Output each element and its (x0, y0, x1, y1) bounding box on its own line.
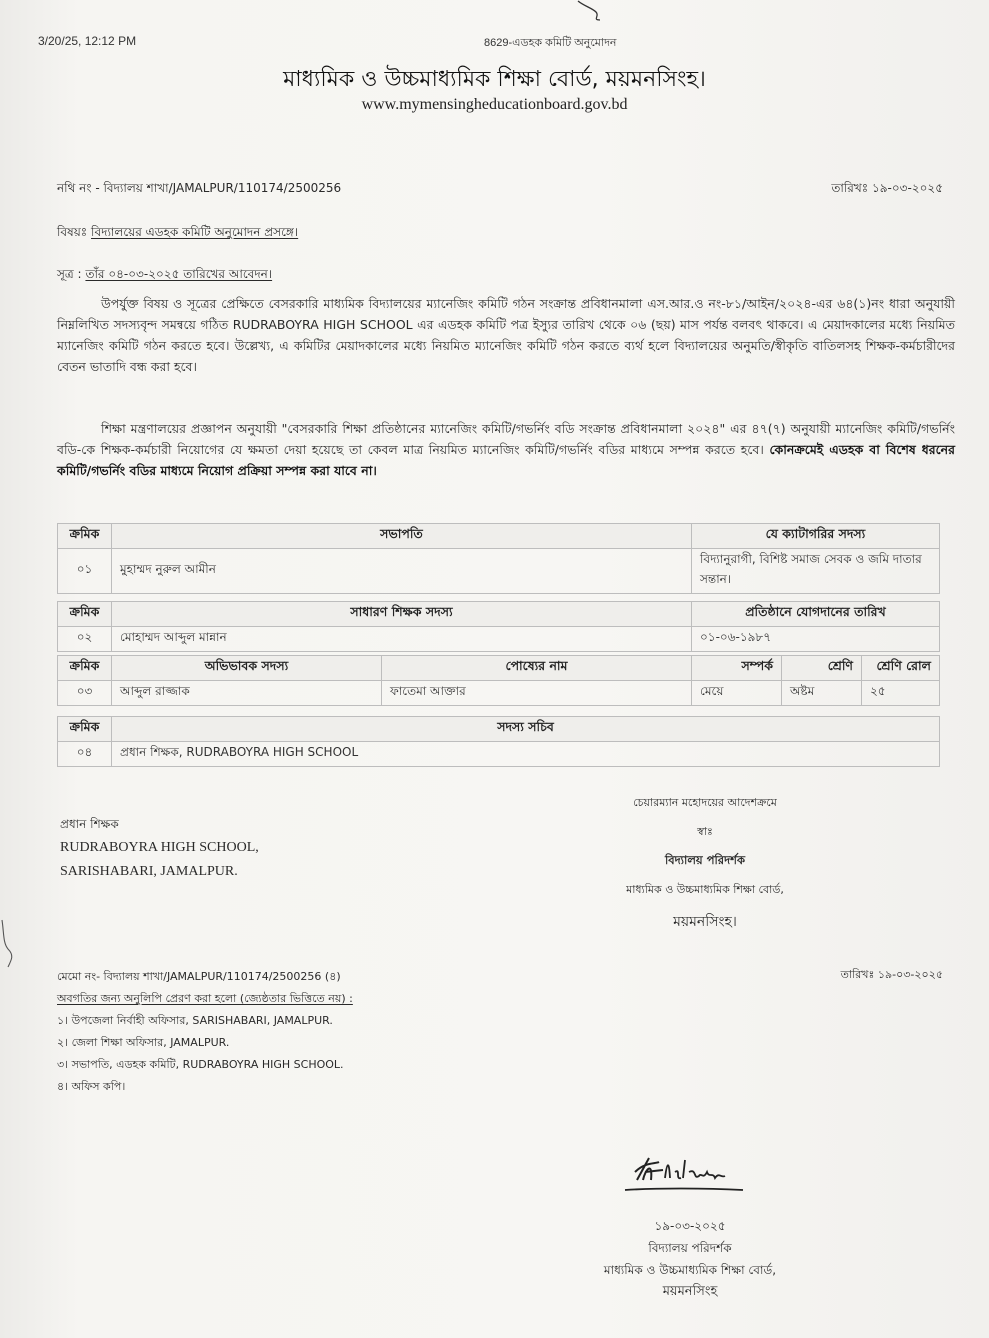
table-row (58, 627, 940, 652)
cell-relation: মেয়ে (692, 681, 782, 706)
header-secretary: সদস্য সচিব (112, 717, 940, 742)
recipient-item: ৪। অফিস কপি। (57, 1080, 126, 1093)
cell-name: মুহাম্মদ নুরুল আমীন (112, 549, 692, 594)
cell-serial: ০৪ (58, 742, 112, 767)
president-table (57, 523, 940, 594)
cell-guardian-name: আব্দুল রাজ্জাক (112, 681, 382, 706)
addressee-school: RUDRABOYRA HIGH SCHOOL, (60, 840, 259, 855)
memo-number: মেমো নং- বিদ্যালয় শাখা/JAMALPUR/110174/2500256 (৪) (57, 970, 341, 983)
cell-join-date: ০১-০৬-১৯৮৭ (692, 627, 940, 652)
table-header-row (58, 524, 940, 549)
cell-serial: ০২ (58, 627, 112, 652)
source-line (57, 266, 272, 286)
cell-secretary: প্রধান শিক্ষক, RUDRABOYRA HIGH SCHOOL (112, 742, 940, 767)
paragraph-2-bold-warning: কোনক্রমেই এডহক বা বিশেষ ধরনের কমিটি/গভর্নিং বডির মাধ্যমে নিয়োগ প্রক্রিয়া সম্পন্ন করা যাবে না। (57, 442, 955, 478)
header-roll: শ্রেণি রোল (862, 656, 940, 681)
paragraph-2-text: শিক্ষা মন্ত্রণালয়ের প্রজ্ঞাপন অনুযায়ী "বেসরকারি শিক্ষা প্রতিষ্ঠানের ম্যানেজিং কমিটি/গভর্নিং বডি সংক্রান্ত প্রবিধানমালা ২০২৪" এর ৪৭(৭) অনুযায়ী ম্যানেজিং কমিটি/গভর্নিং বডি-কে শিক্ষক-কর্মচারী নিয়োগের যে ক্ষমতা দেয়া হয়েছে তা কেবল মাত্র নিয়মিত ম্যানেজিং কমিটি/গভর্নিং বডির মাধ্যমে সম্পন্ন করতে হবে। (57, 421, 955, 457)
subject-line (57, 224, 298, 244)
subject-label: বিষয়ঃ (57, 225, 88, 239)
header-class: শ্রেণি (782, 656, 862, 681)
print-title: 8629-এডহক কমিটি অনুমোদন (484, 37, 617, 49)
signed-mark: স্বাঃ (697, 825, 713, 838)
recipient-item: ৩। সভাপতি, এডহক কমিটি, RUDRABOYRA HIGH SCHOOL. (57, 1058, 344, 1071)
header-ward-name: পোষ্যের নাম (382, 656, 692, 681)
recipient-item: ১। উপজেলা নির্বাহী অফিসার, SARISHABARI, JAMALPUR. (57, 1014, 333, 1027)
pen-mark-left (0, 915, 20, 975)
handwritten-signature (615, 1150, 765, 1198)
copy-note: অবগতির জন্য অনুলিপি প্রেরণ করা হলো (জ্যেষ্ঠতার ভিত্তিতে নয়) : (57, 992, 353, 1005)
signatory-block (560, 794, 850, 944)
recipient-item: ২। জেলা শিক্ষা অফিসার, JAMALPUR. (57, 1036, 230, 1049)
letter-date: তারিখঃ ১৯-০৩-২০২৫ (831, 181, 943, 195)
cell-serial: ০৩ (58, 681, 112, 706)
source-label: সূত্র : (57, 267, 82, 281)
table-header-row (58, 656, 940, 681)
cell-class: অষ্টম (782, 681, 862, 706)
addressee-location: SARISHABARI, JAMALPUR. (60, 864, 238, 879)
header-relation: সম্পর্ক (692, 656, 782, 681)
memo-date: তারিখঃ ১৯-০৩-২০২৫ (840, 968, 943, 981)
addressee-title: প্রধান শিক্ষক (60, 817, 119, 831)
body-paragraph-2 (57, 418, 955, 481)
board-website: www.mymensingheducationboard.gov.bd (361, 96, 628, 113)
header-serial: ক্রমিক (58, 656, 112, 681)
signatory-designation: বিদ্যালয় পরিদর্শক (664, 853, 746, 867)
header-join-date: প্রতিষ্ঠানে যোগদানের তারিখ (692, 602, 940, 627)
guardian-table (57, 655, 940, 706)
table-header-row (58, 717, 940, 742)
cell-ward-name: ফাতেমা আক্তার (382, 681, 692, 706)
table-row (58, 549, 940, 594)
header-teacher: সাধারণ শিক্ষক সদস্য (112, 602, 692, 627)
pen-mark-top (570, 0, 620, 22)
subject-text: বিদ্যালয়ের এডহক কমিটি অনুমোদন প্রসঙ্গে। (91, 225, 299, 239)
header-category: যে ক্যাটাগরির সদস্য (692, 524, 940, 549)
file-number: নথি নং - বিদ্যালয় শাখা/JAMALPUR/110174/2500256 (57, 181, 342, 195)
final-date: ১৯-০৩-২০২৫ (654, 1219, 726, 1233)
final-city: ময়মনসিংহ (662, 1284, 718, 1299)
memo-block (57, 966, 353, 1098)
print-timestamp: 3/20/25, 12:12 PM (38, 34, 137, 48)
header-serial: ক্রমিক (58, 602, 112, 627)
body-paragraph-1: উপর্যুক্ত বিষয় ও সূত্রের প্রেক্ষিতে বেসরকারি মাধ্যমিক বিদ্যালয়ের ম্যানেজিং কমিটি গঠন সংক্রান্ত প্রবিধানমালা এস.আর.ও নং-৮১/আইন/২০২৪-এর ৬৪(১)নং ধারা অনুযায়ী নিম্নলিখিত সদস্যবৃন্দ সমন্বয়ে গঠিত RUDRABOYRA HIGH SCHOOL এর এডহক কমিটি পত্র ইস্যুর তারিখ থেকে ০৬ (ছয়) মাস পর্যন্ত বলবৎ থাকবে। এ মেয়াদকালের মধ্যে নিয়মিত ম্যানেজিং কমিটি গঠন করতে হবে। উল্লেখ্য, এ কমিটির মেয়াদকালের মধ্যে নিয়মিত ম্যানেজিং কমিটি গঠন করতে ব্যর্থ হলে বিদ্যালয়ের অনুমতি/স্বীকৃতি বাতিলসহ শিক্ষক-কর্মচারীদের বেতন ভাতাদি বন্ধ করা হবে। (57, 296, 955, 374)
order-line: চেয়ারম্যান মহোদয়ের আদেশক্রমে (633, 796, 777, 809)
signatory-board: মাধ্যমিক ও উচ্চমাধ্যমিক শিক্ষা বোর্ড, (626, 883, 784, 896)
header-guardian: অভিভাবক সদস্য (112, 656, 382, 681)
addressee-block (60, 812, 259, 884)
board-name: মাধ্যমিক ও উচ্চমাধ্যমিক শিক্ষা বোর্ড, ময়মনসিংহ। (283, 67, 706, 92)
final-designation: বিদ্যালয় পরিদর্শক (648, 1241, 732, 1255)
table-header-row (58, 602, 940, 627)
source-text: তাঁর ০৪-০৩-২০২৫ তারিখের আবেদন। (85, 267, 273, 281)
secretary-table (57, 716, 940, 767)
header-serial: ক্রমিক (58, 717, 112, 742)
signatory-city: ময়মনসিংহ। (673, 914, 737, 930)
cell-name: মোহাম্মদ আব্দুল মান্নান (112, 627, 692, 652)
teacher-table (57, 601, 940, 652)
cell-category: বিদ্যানুরাগী, বিশিষ্ট সমাজ সেবক ও জমি দাতার সন্তান। (692, 549, 940, 594)
final-signature-block (560, 1150, 820, 1303)
cell-serial: ০১ (58, 549, 112, 594)
table-row (58, 681, 940, 706)
cell-roll: ২৫ (862, 681, 940, 706)
header-serial: ক্রমিক (58, 524, 112, 549)
header-president: সভাপতি (112, 524, 692, 549)
table-row (58, 742, 940, 767)
final-board: মাধ্যমিক ও উচ্চমাধ্যমিক শিক্ষা বোর্ড, (603, 1263, 777, 1277)
